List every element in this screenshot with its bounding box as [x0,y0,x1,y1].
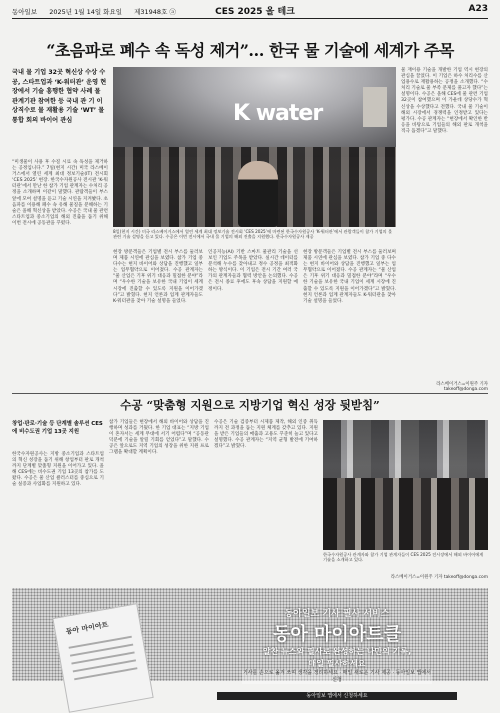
article2-body-left: 한국수자원공사는 지방 중소기업과 스타트업의 혁신 성장을 돕기 위해 창업부터 판로 개척까지 단계별 맞춤형 지원을 이어가고 있다. 올해 CES에는 비수도권 기업 13곳의 참가를 도왔다. 수공은 물 산업 클러스터를 중심으로 기술 실증과 사업화를 지원하고 있다. [12,452,104,488]
ad-copy-1: 알찬 뉴스와 필사로 완성하는 나만의 기록, [262,647,412,656]
issue-date: 2025년 1월 14일 화요일 [49,8,123,16]
article2-subheadline: 창업·판로·기술 등 단계별 솔루션 CES에 비수도권 기업 13곳 지원 [12,421,103,435]
paper-name: 동아일보 [12,8,38,16]
article1-caption: 8일(현지 시간) 미국 라스베이거스에서 열린 세계 최대 정보기술 전시회 ‘CES 2025’에 마련된 한국수자원공사 ‘K-워터관’에서 관람객들이 참가 기업의 물 관련 기술 설명을 듣고 있다. 수공은 이번 전시에서 국내 물 기업의 해외 진출을 지원했다. 한국수자원공사 제공 [113,229,393,240]
ad-book-image [52,603,153,712]
article1-headline: “초음파로 폐수 속 독성 제거”… 한국 물 기술에 세계가 주목 [46,41,454,60]
ad-book-title: 동아 마이아트 [65,620,109,636]
page-number: A23 [468,4,488,14]
article1-byline: 라스베이거스=이원주 기자 takeoff@donga.com [436,382,488,392]
issue-number: 제31948호 ⓐ [134,8,176,16]
ad-footer-bar: 동아일보 앱에서 신청하세요 [217,692,457,700]
article2-body-mid2: 수공은 기술 검증부터 시제품 제작, 해외 인증 취득까지 전 과정을 돕는 지원 체계를 갖추고 있다. 지원을 받은 기업들의 매출과 고용도 꾸준히 늘고 있다고 설명했다. 수공 관계자는 “지역 균형 발전에 기여하겠다”고 밝혔다. [214,420,318,450]
section-title: CES 2025 올 테크 [215,7,295,17]
article1-body-left: “미생물이 사용 후 수질 시료 속 독성을 제거하는 공정입니다.” 7일(현지 시간) 미국 라스베이거스에서 열린 세계 최대 정보기술(IT) 전시회 ‘CES 2025’ 현장. 한국수자원공사 전시관 ‘K-워터관’에서 만난 한 참가 기업 관계자는 수처리 공정을 소개하며 이같이 말했다. 관람객들이 부스 앞에 모여 설명을 듣고 기술 시연을 지켜봤다. 초음파를 이용해 폐수 속 유해 물질을 분해하는 기술은 올해 혁신상을 받았다. 수공은 국내 물 관련 스타트업과 중소기업의 해외 진출을 돕기 위해 이번 전시에 공동관을 꾸렸다. [12,160,108,226]
article2-caption: 한국수자원공사 관계자와 참가 기업 관계자들이 CES 2025 전시장에서 해외 바이어에게 기술을 소개하고 있다. [323,552,484,563]
ad-tagline: 동아일보 기사 필사 서비스 [284,609,390,619]
article1-body-mid: 현장 방문객들은 기업별 전시 부스를 둘러보며 제품 시연에 관심을 보였다. 참가 기업 중 다수는 현지 바이어와 상담을 진행했고 일부는 업무협약으로 이어졌다. 수공 관계자는 “물 산업은 기후 위기 대응과 밀접한 분야”라며 “우수한 기술을 보유한 국내 기업이 세계 시장에 진출할 수 있도록 지원을 이어가겠다”고 밝혔다. 현지 언론과 업계 관계자들도 K-워터관을 찾아 기술 설명을 들었다. [113,250,203,304]
article1-lede: 국내 물 기업 32곳 혁신상 수상 수공, 스타트업과 ‘K-워터관’ 운영 현장에서 기술 흥행한 협약 사례 물 관계기관 참여한 등 국내 관 기 이상직수로 물 재활용 기술 ‘WT’ 물 통합 회의 바이어 관심 [12,69,107,124]
article1-body-extra: 현장 방문객들은 기업별 전시 부스를 둘러보며 제품 시연에 관심을 보였다. 참가 기업 중 다수는 현지 바이어와 상담을 진행했고 일부는 업무협약으로 이어졌다. 수공 관계자는 “물 산업은 기후 위기 대응과 밀접한 분야”라며 “우수한 기술을 보유한 국내 기업이 세계 시장에 진출할 수 있도록 지원을 이어가겠다”고 밝혔다. 현지 언론과 업계 관계자들도 K-워터관을 찾아 기술 설명을 들었다. [303,250,396,304]
article2-body-mid: 참가 기업들은 현장에서 해외 바이어와 상담을 진행하며 성과를 거뒀다. 한 기업 대표는 “지방 기업이 혼자서는 세계 무대에 서기 어렵다”며 “공동관 덕분에 기술을 알릴 기회를 얻었다”고 말했다. 수공은 앞으로도 지역 기업의 성장을 위한 지원 프로그램을 확대할 계획이다. [109,420,209,456]
header-divider [12,18,488,19]
article1-photo [113,67,396,227]
article1-body-mid2: 인공지능(AI) 기반 스마트 물관리 기술을 선보인 기업도 주목을 받았다. 실시간 데이터를 분석해 누수를 찾아내고 정수 공정을 최적화하는 방식이다. 이 기업은 전시 기간 여러 국가의 관계자들과 협력 방안을 논의했다. 수공은 전시 종료 후에도 후속 상담을 지원할 예정이다. [208,250,298,292]
ad-brand: 동아 마이아트클 [273,624,401,645]
advertisement [12,588,488,699]
masthead-info [12,7,186,16]
article2-headline: 수공 “맞춤형 지원으로 지방기업 혁신 성장 뒷받침” [120,398,380,412]
article-divider [12,393,488,394]
photo-sign-text: K water [233,101,323,126]
article1-body-right: 물 재이용 기술을 개발한 기업 역시 현장의 관심을 끌었다. 이 기업은 하수 처리수를 산업용수로 재활용하는 공정을 소개했다. “수처리 기술로 물 부족 문제를 풀고자 했다”는 설명이다. 수공은 올해 CES에 물 관련 기업 32곳이 참여했으며 이 가운데 상당수가 혁신상을 수상했다고 전했다. 국내 물 기술이 해외 시장에서 경쟁력을 인정받고 있다는 평가다. 수공 관계자는 “현장에서 확인한 반응을 바탕으로 기업들의 해외 판로 개척을 적극 돕겠다”고 말했다. [401,68,488,134]
article2-byline: 라스베이거스=이원주 기자 takeoff@donga.com [390,575,488,580]
ad-copy-2: 매일 필사하세요 [308,659,366,668]
article2-photo [323,420,488,550]
ad-details: 기사를 손으로 옮겨 쓰며 생각을 정리하세요 · 매일 새로운 기사 제공 · 동아일보 앱에서 신청 [242,670,432,683]
